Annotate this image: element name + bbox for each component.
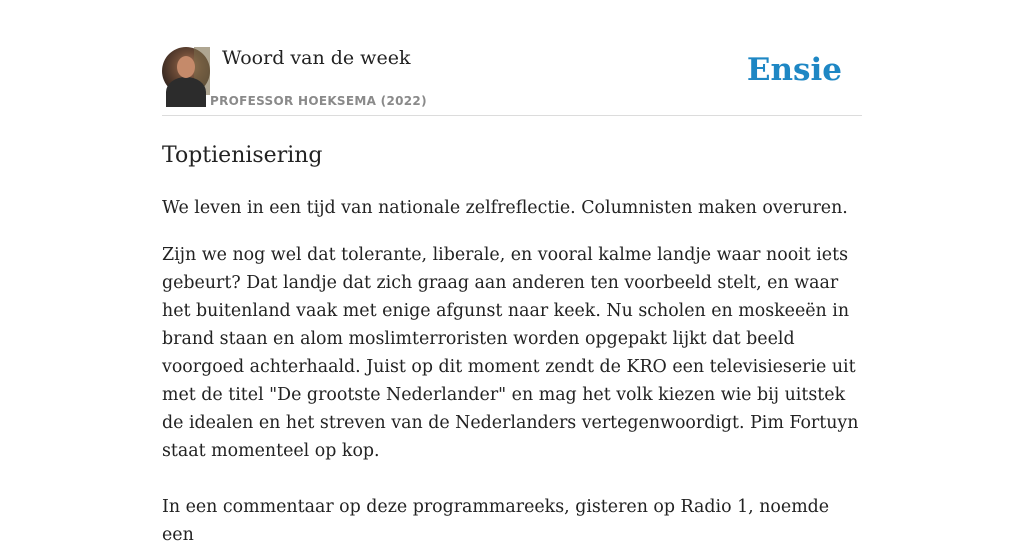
article-paragraph: Zijn we nog wel dat tolerante, liberale, en vooral kalme landje waar nooit iets gebeurt? Dat landje dat zich graag aan anderen ten voorbeeld stelt, en waar het buitenland vaak met enige afgunst naar keek. Nu scholen en moskeeën in brand staan en alom moslimterroristen worden opgepakt lijkt dat beeld voorgoed achterhaald. Juist op dit moment zendt de KRO een televisieserie uit met de titel "De grootste Nederlander" en mag het volk kiezen wie bij uitstek de idealen en het streven van de Nederlanders vertegenwoordigt. Pim Fortuyn staat momenteel op kop.	[162, 245, 859, 461]
article-paragraph: In een commentaar op deze programmareeks, gisteren op Radio 1, noemde een	[162, 497, 830, 545]
article-header	[162, 46, 862, 116]
article-title: Toptienisering	[162, 143, 323, 168]
author-avatar[interactable]	[162, 47, 210, 95]
article-container	[162, 46, 862, 549]
author-name[interactable]: PROFESSOR HOEKSEMA (2022)	[210, 94, 427, 108]
ensie-logo[interactable]: Ensie	[746, 52, 842, 88]
series-title[interactable]: Woord van de week	[222, 47, 411, 69]
article-paragraph: We leven in een tijd van nationale zelfreflectie. Columnisten maken overuren.	[162, 198, 848, 218]
